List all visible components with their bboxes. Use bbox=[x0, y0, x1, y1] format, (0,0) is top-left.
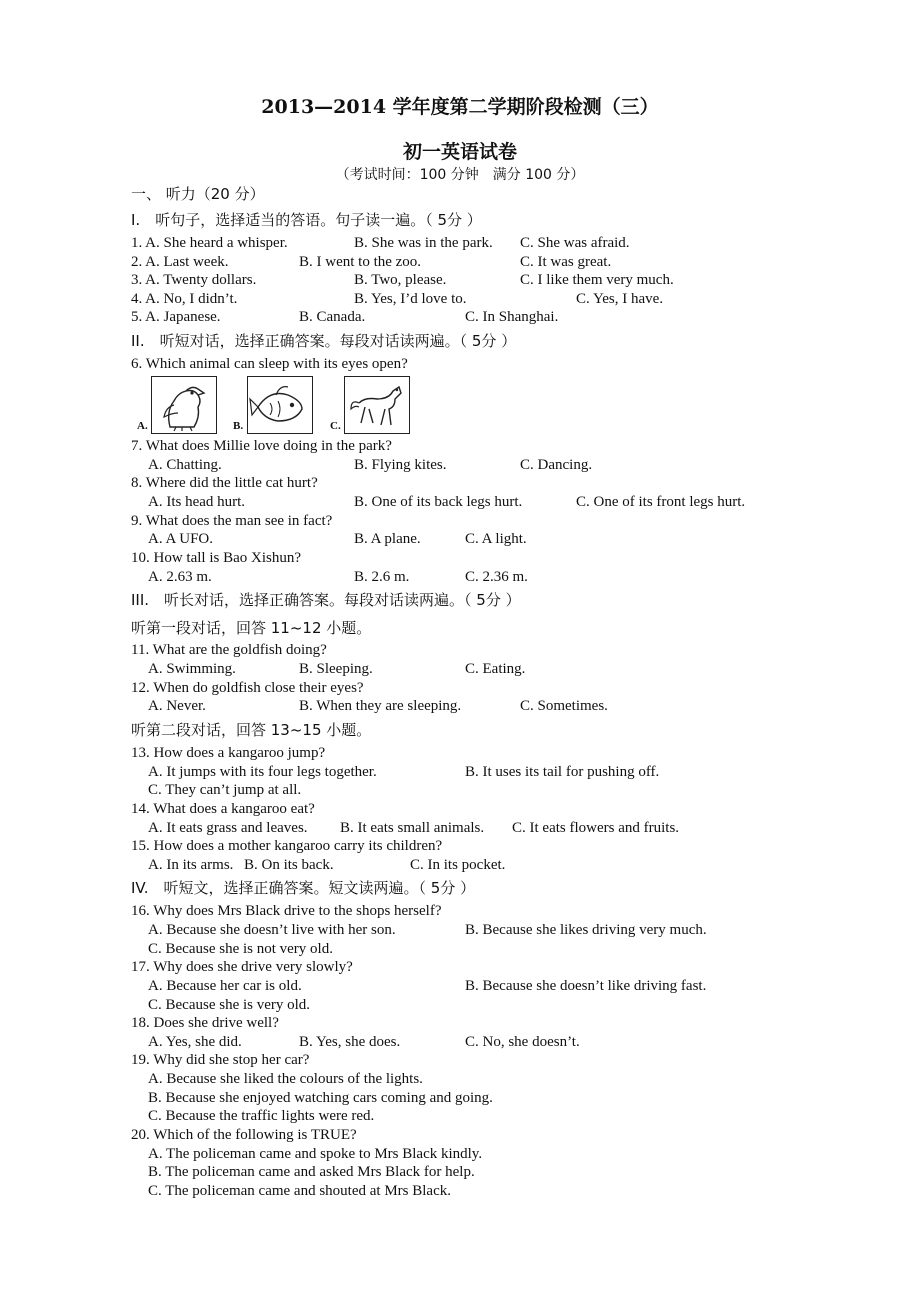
question-stem: 6. Which animal can sleep with its eyes open? bbox=[131, 356, 408, 372]
option-b: B. On its back. bbox=[244, 857, 334, 873]
option-c: C. Because the traffic lights were red. bbox=[148, 1108, 375, 1124]
section-heading: II. 听短对话，选择正确答案。每段对话读两遍。（ 5分 ） bbox=[131, 332, 517, 350]
question-stem: 10. How tall is Bao Xishun? bbox=[131, 550, 301, 566]
option-b: B. Sleeping. bbox=[299, 661, 373, 677]
option-a: A. Yes, she did. bbox=[148, 1034, 242, 1050]
option-b: B. Yes, I’d love to. bbox=[354, 291, 467, 307]
option-c: C. They can’t jump at all. bbox=[148, 782, 302, 798]
option-b: B. A plane. bbox=[354, 531, 421, 547]
option-a: 1. A. She heard a whisper. bbox=[131, 235, 288, 251]
exam-info: （考试时间：100 分钟 满分 100 分） bbox=[335, 167, 585, 183]
option-b: B. It uses its tail for pushing off. bbox=[465, 764, 660, 780]
dialog-instruction: 听第二段对话，回答 13~15 小题。 bbox=[131, 721, 372, 739]
option-a: A. The policeman came and spoke to Mrs Black kindly. bbox=[148, 1146, 483, 1162]
option-c: C. In its pocket. bbox=[410, 857, 506, 873]
option-c: C. A light. bbox=[465, 531, 527, 547]
question-stem: 9. What does the man see in fact? bbox=[131, 513, 333, 529]
fish-picture bbox=[247, 376, 313, 434]
option-a: A. 2.63 m. bbox=[148, 569, 212, 585]
dialog-instruction: 听第一段对话，回答 11~12 小题。 bbox=[131, 619, 372, 637]
option-c: C. One of its front legs hurt. bbox=[576, 494, 746, 510]
question-stem: 11. What are the goldfish doing? bbox=[131, 642, 327, 658]
option-a: A. Its head hurt. bbox=[148, 494, 246, 510]
question-stem: 8. Where did the little cat hurt? bbox=[131, 475, 318, 491]
option-a: 2. A. Last week. bbox=[131, 254, 229, 270]
option-c: C. The policeman came and shouted at Mrs Black. bbox=[148, 1183, 451, 1199]
option-c: C. No, she doesn’t. bbox=[465, 1034, 580, 1050]
option-b: B. Yes, she does. bbox=[299, 1034, 401, 1050]
section-heading: IV. 听短文，选择正确答案。短文读两遍。（ 5分 ） bbox=[131, 879, 476, 897]
option-b: B. I went to the zoo. bbox=[299, 254, 422, 270]
option-a: A. A UFO. bbox=[148, 531, 214, 547]
option-c: C. bbox=[330, 420, 341, 432]
option-c: C. I like them very much. bbox=[520, 272, 674, 288]
option-b: B. Because she doesn’t like driving fast. bbox=[465, 978, 707, 994]
option-a: A. In its arms. bbox=[148, 857, 234, 873]
option-a: A. Because she doesn’t live with her son. bbox=[148, 922, 396, 938]
option-a: A. Because her car is old. bbox=[148, 978, 302, 994]
option-a: A. Never. bbox=[148, 698, 206, 714]
option-a: 5. A. Japanese. bbox=[131, 309, 221, 325]
option-b: B. One of its back legs hurt. bbox=[354, 494, 523, 510]
option-c: C. Because she is not very old. bbox=[148, 941, 333, 957]
question-stem: 16. Why does Mrs Black drive to the shops herself? bbox=[131, 903, 442, 919]
option-b: B. Because she enjoyed watching cars coming and going. bbox=[148, 1090, 493, 1106]
part-heading: 一、 听力（20 分） bbox=[131, 185, 265, 203]
eagle-picture bbox=[151, 376, 217, 434]
option-b: B. She was in the park. bbox=[354, 235, 493, 251]
option-c: C. It was great. bbox=[520, 254, 612, 270]
question-stem: 12. When do goldfish close their eyes? bbox=[131, 680, 364, 696]
option-b: B. Because she likes driving very much. bbox=[465, 922, 707, 938]
exam-subtitle: 初一英语试卷 bbox=[402, 141, 517, 163]
option-c: C. 2.36 m. bbox=[465, 569, 528, 585]
question-stem: 13. How does a kangaroo jump? bbox=[131, 745, 326, 761]
exam-title: 2013—2014 学年度第二学期阶段检测（三） bbox=[261, 96, 659, 118]
option-c: C. She was afraid. bbox=[520, 235, 630, 251]
option-c: C. In Shanghai. bbox=[465, 309, 559, 325]
option-b: B. The policeman came and asked Mrs Black for help. bbox=[148, 1164, 475, 1180]
option-b: B. When they are sleeping. bbox=[299, 698, 462, 714]
option-a: A. Chatting. bbox=[148, 457, 222, 473]
option-a: A. Swimming. bbox=[148, 661, 236, 677]
option-b: B. Canada. bbox=[299, 309, 366, 325]
option-a: A. bbox=[137, 420, 148, 432]
option-a: A. Because she liked the colours of the lights. bbox=[148, 1071, 423, 1087]
question-stem: 7. What does Millie love doing in the park? bbox=[131, 438, 392, 454]
option-a: A. It eats grass and leaves. bbox=[148, 820, 308, 836]
question-stem: 14. What does a kangaroo eat? bbox=[131, 801, 315, 817]
option-c: C. Eating. bbox=[465, 661, 526, 677]
section-heading: I. 听句子，选择适当的答语。句子读一遍。（ 5分 ） bbox=[131, 211, 482, 229]
option-a: 4. A. No, I didn’t. bbox=[131, 291, 238, 307]
option-b: B. bbox=[233, 420, 244, 432]
option-c: C. Sometimes. bbox=[520, 698, 608, 714]
option-c: C. It eats flowers and fruits. bbox=[512, 820, 680, 836]
question-stem: 15. How does a mother kangaroo carry its children? bbox=[131, 838, 443, 854]
section-heading: III. 听长对话，选择正确答案。每段对话读两遍。（ 5分 ） bbox=[131, 591, 521, 609]
question-stem: 18. Does she drive well? bbox=[131, 1015, 279, 1031]
option-c: C. Dancing. bbox=[520, 457, 593, 473]
question-stem: 17. Why does she drive very slowly? bbox=[131, 959, 353, 975]
option-b: B. It eats small animals. bbox=[340, 820, 485, 836]
option-a: A. It jumps with its four legs together. bbox=[148, 764, 377, 780]
option-c: C. Yes, I have. bbox=[576, 291, 664, 307]
horse-picture bbox=[344, 376, 410, 434]
question-stem: 20. Which of the following is TRUE? bbox=[131, 1127, 357, 1143]
question-stem: 19. Why did she stop her car? bbox=[131, 1052, 310, 1068]
option-c: C. Because she is very old. bbox=[148, 997, 311, 1013]
option-b: B. 2.6 m. bbox=[354, 569, 410, 585]
option-b: B. Two, please. bbox=[354, 272, 447, 288]
option-b: B. Flying kites. bbox=[354, 457, 447, 473]
option-a: 3. A. Twenty dollars. bbox=[131, 272, 257, 288]
